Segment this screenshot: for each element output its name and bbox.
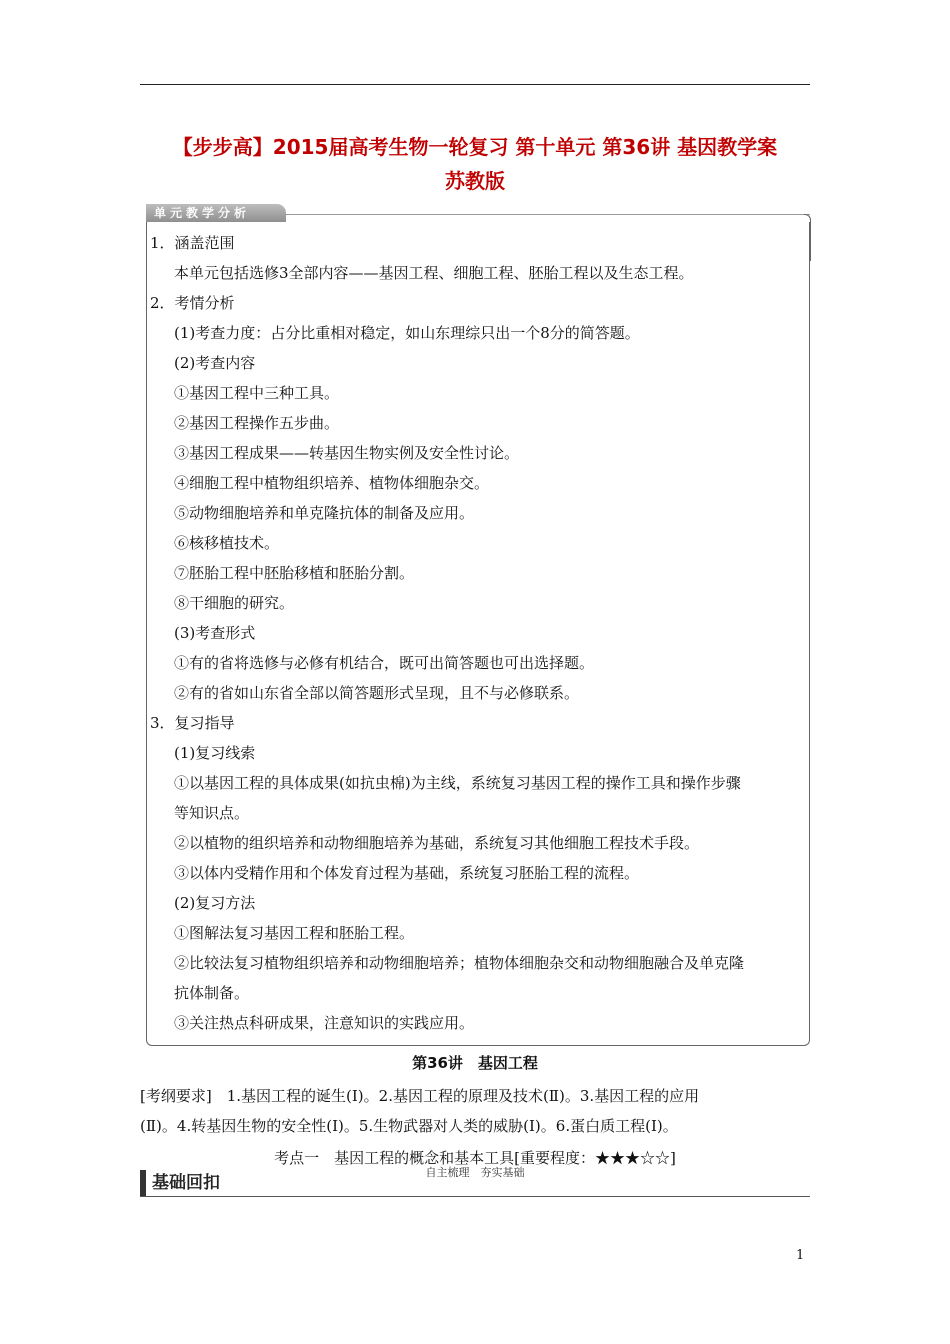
list-item: (1)复习线索 [174,744,256,762]
list-item: ④细胞工程中植物组织培养、植物体细胞杂交。 [174,474,490,492]
basics-review-label: 基础回扣 [152,1173,220,1193]
document-title [140,130,810,198]
list-item: ②以植物的组织培养和动物细胞培养为基础，系统复习其他细胞工程技术手段。 [174,834,700,852]
heading-scope: 1．涵盖范围 [150,234,235,252]
title-line-1: 【步步高】2015届高考生物一轮复习 第十单元 第36讲 基因教学案 [172,135,778,159]
list-item: ②基因工程操作五步曲。 [174,414,340,432]
list-item: ⑦胚胎工程中胚胎移植和胚胎分割。 [174,564,415,582]
list-item: ①以基因工程的具体成果(如抗虫棉)为主线，系统复习基因工程的操作工具和操作步骤 [174,774,741,792]
list-item: (3)考查形式 [174,624,256,642]
list-item: 抗体制备。 [174,984,250,1002]
list-item: (2)复习方法 [174,894,256,912]
list-item: ⑥核移植技术。 [174,534,280,552]
list-item: 等知识点。 [174,804,250,822]
unit-analysis-tab: 单元教学分析 [146,204,286,222]
page-number: 1 [796,1248,805,1263]
requirements-line-2: (Ⅱ)。4.转基因生物的安全性(Ⅰ)。5.生物武器对人类的威胁(Ⅰ)。6.蛋白质工程(Ⅰ)。 [140,1117,678,1135]
basics-review-subtitle: 自主梳理 夯实基础 [425,1166,525,1179]
list-item: ⑧干细胞的研究。 [174,594,295,612]
kaodian-heading: 考点一 基因工程的概念和基本工具[重要程度：★★★☆☆] [274,1149,676,1167]
list-item: ②比较法复习植物组织培养和动物细胞培养；植物体细胞杂交和动物细胞融合及单克隆 [174,954,745,972]
heading-review-guide: 3．复习指导 [150,714,235,732]
unit-tab-rule [286,214,810,215]
list-item: ⑤动物细胞培养和单克隆抗体的制备及应用。 [174,504,475,522]
title-line-2: 苏教版 [445,169,505,193]
list-item: ①图解法复习基因工程和胚胎工程。 [174,924,415,942]
list-item: ③基因工程成果——转基因生物实例及安全性讨论。 [174,444,520,462]
heading-exam-analysis: 2．考情分析 [150,294,235,312]
list-item: 本单元包括选修3全部内容——基因工程、细胞工程、胚胎工程以及生态工程。 [174,264,694,282]
requirements-line-1: [考纲要求] 1.基因工程的诞生(Ⅰ)。2.基因工程的原理及技术(Ⅱ)。3.基因工程的应用 [140,1087,700,1105]
header-rule [140,84,810,85]
list-item: ②有的省如山东省全部以简答题形式呈现，且不与必修联系。 [174,684,580,702]
list-item: ①有的省将选修与必修有机结合，既可出简答题也可出选择题。 [174,654,595,672]
list-item: ③关注热点科研成果，注意知识的实践应用。 [174,1014,475,1032]
section-title: 第36讲 基因工程 [412,1054,538,1072]
list-item: (1)考查力度：占分比重相对稳定，如山东理综只出一个8分的简答题。 [174,324,640,342]
list-item: ③以体内受精作用和个体发育过程为基础，系统复习胚胎工程的流程。 [174,864,640,882]
list-item: ①基因工程中三种工具。 [174,384,340,402]
list-item: (2)考查内容 [174,354,256,372]
basics-review-bar [140,1166,810,1197]
